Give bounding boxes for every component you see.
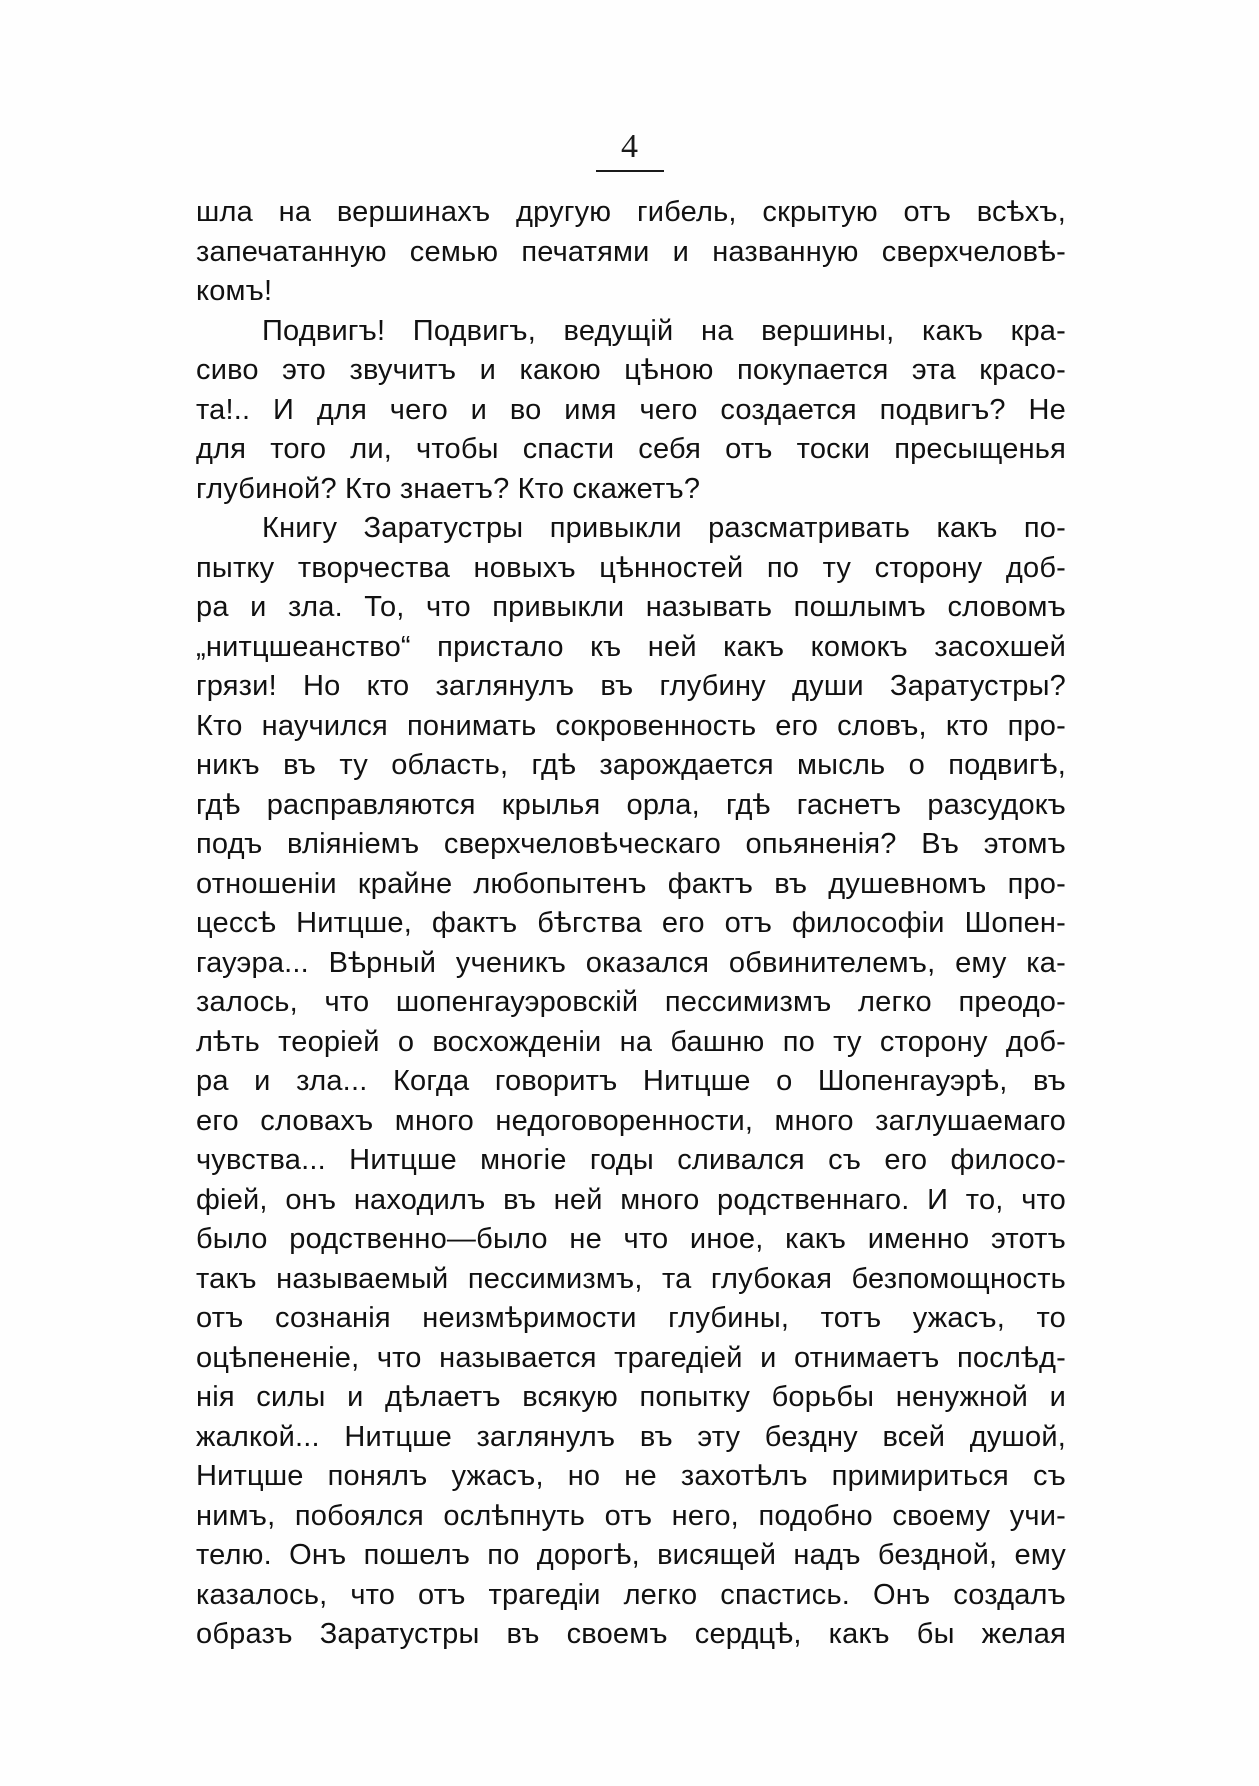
text-line: Кто научился понимать сокровенность его словъ, кто про- — [196, 709, 1066, 742]
text-line: залось, что шопенгауэровскій пессимизмъ легко преодо- — [196, 986, 1066, 1018]
page-number-rule — [596, 170, 664, 172]
text-line: такъ называемый пессимизмъ, та глубокая безпомощность — [196, 1262, 1066, 1295]
text-line: комъ! — [196, 275, 273, 307]
text-line: „нитцшеанство“ пристало къ ней какъ комокъ засохшей — [196, 630, 1066, 663]
text-line: было родственно—было не что иное, какъ именно этотъ — [196, 1223, 1066, 1255]
text-line: телю. Онъ пошелъ по дорогѣ, висящей надъ бездной, ему — [196, 1539, 1066, 1571]
body-text — [196, 193, 1066, 1655]
text-line: оцѣпененіе, что называется трагедіей и отнимаетъ послѣд- — [196, 1341, 1066, 1374]
text-line: глубиной? Кто знаетъ? Кто скажетъ? — [196, 472, 701, 505]
text-line: фіей, онъ находилъ въ ней много родственнаго. И то, что — [196, 1183, 1066, 1216]
text-line: шла на вершинахъ другую гибель, скрытую отъ всѣхъ, — [196, 196, 1066, 228]
text-line: для того ли, чтобы спасти себя отъ тоски пресыщенья — [196, 433, 1066, 465]
text-line: образъ Заратустры въ своемъ сердцѣ, какъ бы желая — [196, 1618, 1066, 1650]
text-line: подъ вліяніемъ сверхчеловѣческаго опьяненія? Въ этомъ — [196, 828, 1066, 860]
text-line: нія силы и дѣлаетъ всякую попытку борьбы ненужной и — [196, 1381, 1066, 1413]
text-line: Книгу Заратустры привыкли разсматривать какъ по- — [262, 512, 1066, 544]
text-line: Нитцше понялъ ужасъ, но не захотѣлъ примириться съ — [196, 1460, 1066, 1492]
text-line: нимъ, побоялся ослѣпнуть отъ него, подобно своему учи- — [196, 1499, 1066, 1532]
text-line: та!.. И для чего и во имя чего создается подвигъ? Не — [196, 393, 1066, 426]
text-line: гауэра... Вѣрный ученикъ оказался обвинителемъ, ему ка- — [196, 946, 1066, 979]
text-line: лѣть теоріей о восхожденіи на башню по ту сторону доб- — [196, 1025, 1066, 1058]
text-line: чувства... Нитцше многіе годы сливался съ его филосо- — [196, 1144, 1066, 1176]
text-line: ра и зла. То, что привыкли называть пошлымъ словомъ — [196, 591, 1066, 623]
text-line: сиво это звучитъ и какою цѣною покупается эта красо- — [196, 354, 1066, 386]
text-line: Подвигъ! Подвигъ, ведущій на вершины, какъ кра- — [262, 314, 1066, 347]
text-line: запечатанную семью печатями и названную сверхчеловѣ- — [196, 235, 1066, 268]
text-line: жалкой... Нитцше заглянулъ въ эту бездну всей душой, — [196, 1420, 1066, 1453]
text-line: никъ въ ту область, гдѣ зарождается мысль о подвигѣ, — [196, 749, 1066, 781]
text-line: цессѣ Нитцше, фактъ бѣгства его отъ философіи Шопен- — [196, 907, 1066, 939]
page-number: 4 — [621, 128, 638, 165]
text-line: пытку творчества новыхъ цѣнностей по ту сторону доб- — [196, 551, 1066, 584]
text-line: казалось, что отъ трагедіи легко спастись. Онъ создалъ — [196, 1578, 1066, 1611]
text-line: грязи! Но кто заглянулъ въ глубину души Заратустры? — [196, 670, 1066, 702]
text-line: гдѣ расправляются крылья орла, гдѣ гаснетъ разсудокъ — [196, 788, 1066, 821]
text-line: отношеніи крайне любопытенъ фактъ въ душевномъ про- — [196, 867, 1066, 900]
text-line: отъ сознанія неизмѣримости глубины, тотъ ужасъ, то — [196, 1302, 1066, 1334]
text-line: его словахъ много недоговоренности, много заглушаемаго — [196, 1104, 1066, 1137]
text-line: ра и зла... Когда говоритъ Нитцше о Шопенгауэрѣ, въ — [196, 1065, 1066, 1097]
